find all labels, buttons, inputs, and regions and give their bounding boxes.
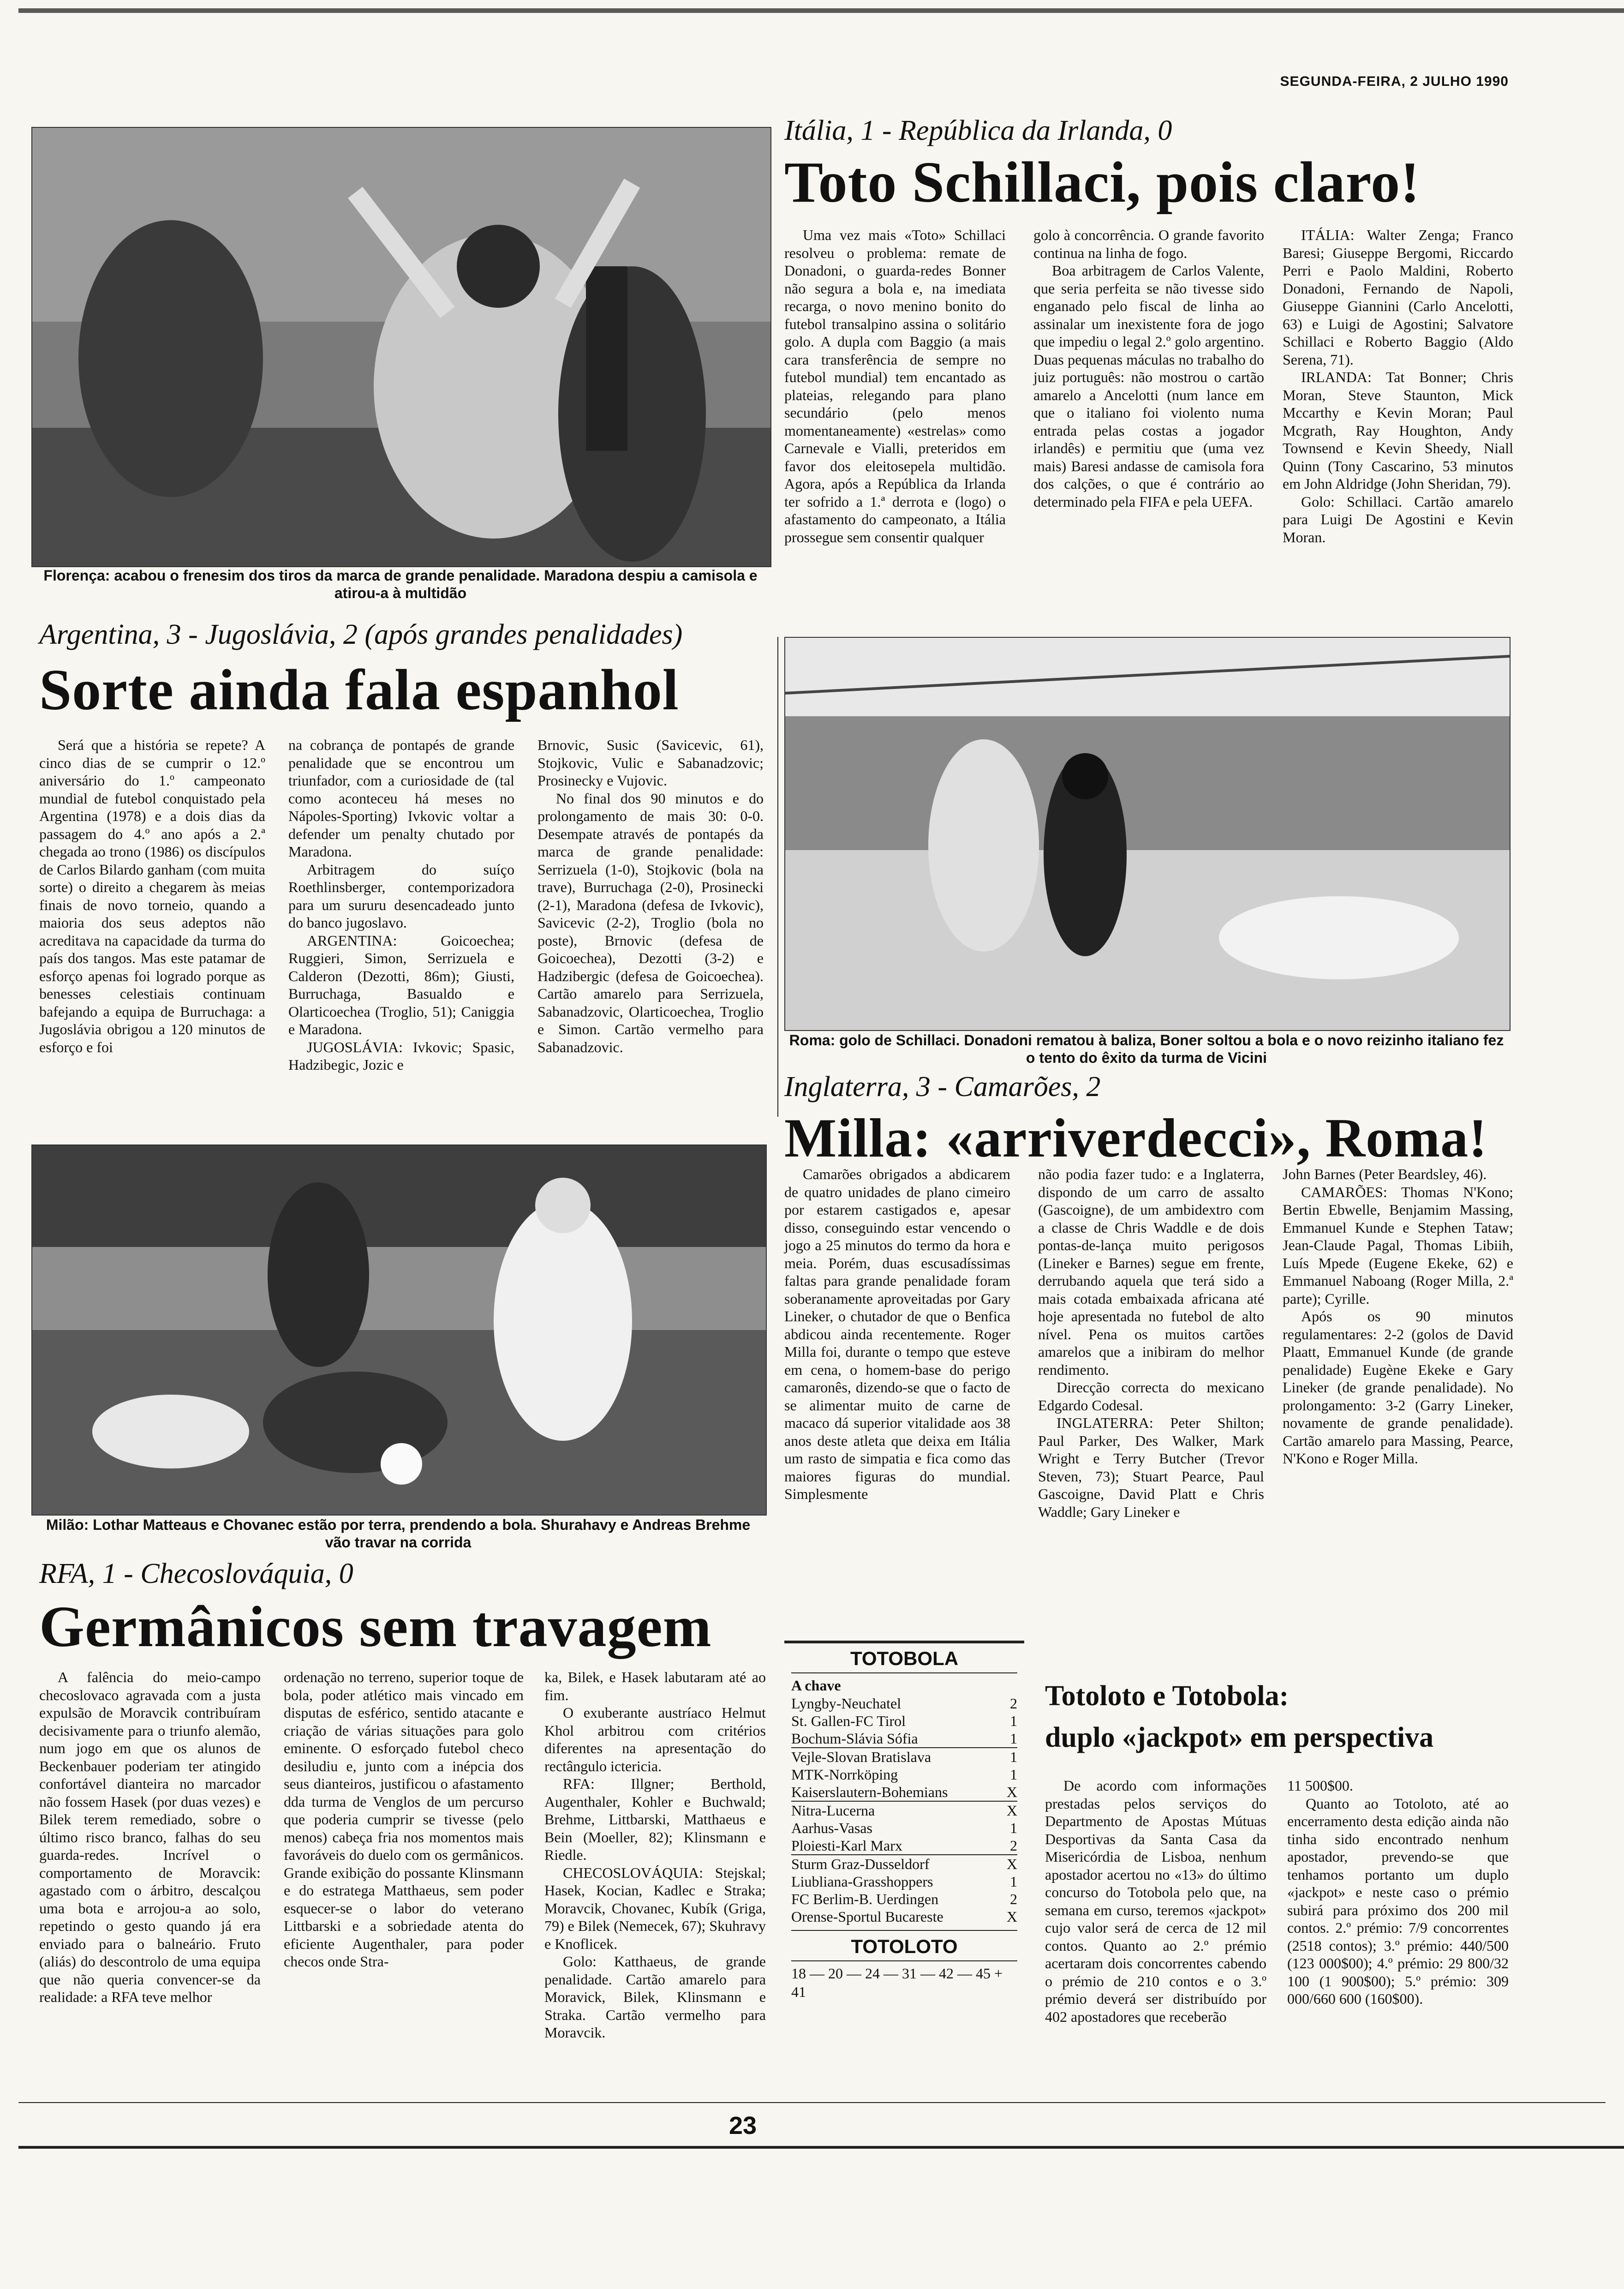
article-inglaterra-text2b: Direcção correcta do mexicano Edgardo Codesal. <box>1038 1379 1264 1414</box>
jackpot-headline-2: duplo «jackpot» em perspectiva <box>1045 1722 1434 1753</box>
totobola-mark: 1 <box>1010 1766 1017 1783</box>
totobola-match: Orense-Sportul Bucareste <box>791 1908 943 1925</box>
totoloto-numbers: 18 — 20 — 24 — 31 — 42 — 45 + 41 <box>791 1965 1003 2000</box>
totobola-mark: X <box>1006 1908 1017 1925</box>
totoloto-title-rule <box>791 1960 1017 1961</box>
totobola-mark: 1 <box>1010 1713 1017 1729</box>
totobola-match: Ploiesti-Karl Marx <box>791 1837 902 1854</box>
article-inglaterra-lineup-england: INGLATERRA: Peter Shilton; Paul Parker, Des Walker, Mark Wright e Terry Butcher (Trevor Steven, 73); Stuart Pearce, Paul Gascoigne, David Platt e Chris Waddle; Gary Lineker e <box>1038 1414 1264 1520</box>
totobola-title: TOTOBOLA <box>850 1648 959 1669</box>
article-argentina-col3 <box>537 736 764 1056</box>
article-rfa-lineup-rfa: RFA: Illgner; Berthold, Augenthaler, Kohler e Buchwald; Brehme, Littbarski, Matthaeus e Bein (Moeller, 82); Klinsmann e Riedle. <box>544 1775 766 1863</box>
totobola-match: St. Gallen-FC Tirol <box>791 1713 906 1729</box>
totobola-match: Sturm Graz-Dusseldorf <box>791 1856 930 1872</box>
photo-milan-caption: Milão: Lothar Matteaus e Chovanec estão por terra, prendendo a bola. Shurahavy e Andreas Brehme vão travar na corrida <box>46 1516 751 1551</box>
totobola-match: Nitra-Lucerna <box>791 1802 875 1819</box>
article-inglaterra-col2 <box>1038 1165 1264 1521</box>
jackpot-col1 <box>1045 1777 1266 2025</box>
totobola-row <box>791 1908 1017 1925</box>
photo-milan <box>31 1144 767 1516</box>
totobola-mark: X <box>1006 1856 1017 1872</box>
article-italia-lineup-italy: ITÁLIA: Walter Zenga; Franco Baresi; Giuseppe Bergomi, Riccardo Perri e Paolo Maldini, Roberto Donadoni, Fernando de Napoli, Giuseppe Giannini (Carlo Ancelotti, 63) e Luigi de Agostini; Salvatore Schillaci e Roberto Baggio (Aldo Serena, 71). <box>1283 227 1513 368</box>
jackpot-text2b: Quanto ao Totoloto, até ao encerramento desta edição ainda não tinha sido encontrado nenhum apostador, prevendo-se que tenhamos portanto um duplo «jackpot» e neste caso o prémio subirá para próximo dos 200 mil contos. 2.º prémio: 7/9 concorrentes (2518 contos); 3.º prémio: 440/500 (123 000$00); 4.º prémio: 29 800/32 100 (1 900$00); 5.º prémio: 309 000/660 600 (160$00). <box>1287 1795 1509 2007</box>
totobola-row <box>791 1837 1017 1854</box>
article-italia-kicker: Itália, 1 - República da Irlanda, 0 <box>784 115 1172 146</box>
totobola-title-rule <box>791 1672 1017 1673</box>
totobola-box <box>791 1648 1017 2001</box>
article-argentina-lineup-yugoslavia: JUGOSLÁVIA: Ivkovic; Spasic, Hadzibegic, Jozic e <box>288 1038 514 1073</box>
article-inglaterra-kicker: Inglaterra, 3 - Camarões, 2 <box>784 1071 1101 1103</box>
bottom-rule <box>18 2102 1606 2103</box>
totoloto-rule <box>791 1930 1017 1931</box>
article-rfa-col2 <box>284 1668 524 1971</box>
jackpot-text2a: 11 500$00. <box>1287 1777 1353 1794</box>
totobola-row <box>791 1730 1017 1747</box>
totobola-mark: 2 <box>1010 1695 1017 1712</box>
article-rfa-text2: ordenação no terreno, superior toque de bola, poder atlético mais vincado em disputas de esférico, sentido atacante e criação de várias situações para golo eminente. O esforçado futebol checo desiludiu e, junto com a inépcia dos seus dianteiros, justificou o afastamento dda turma de Venglos de um percurso que poderia cumprir se tivesse (pelo menos) cabeça fria nos momentos mais favoráveis do duelo com os germânicos. Grande exibição do possante Klinsmann e do estratega Matthaeus, sem poder esquecer-se o labor do veterano Littbarski e a sobriedade atenta do eficiente Augenthaler, para poder checos onde Stra- <box>284 1669 524 1970</box>
totobola-mark: 2 <box>1010 1891 1017 1907</box>
top-border <box>18 8 1624 13</box>
article-argentina-text3b: No final dos 90 minutos e do prolongamento de mais 30: 0-0. Desempate através de pontapés da marca de grande penalidade: Serrizuela (1-0), Stojkovic (bola na trave), Burruchaga (2-0), Prosinecki (2-1), Maradona (defesa de Ivkovic), Savicevic (2-2), Troglio (bola no poste), Brnovic (defesa de Goicoechea), Dezotti (3-2) e Hadzibergic (defesa de Goicoechea). Cartão amarelo para Serrizuela, Sabanadzovic, Olarticoechea, Troglio e Simon. Cartão vermelho para Sabanadzovic. <box>537 790 764 1055</box>
article-rfa-text1: A falência do meio-campo checoslovaco agravada com a justa expulsão de Moravcik contribuíram decisivamente para o triunfo alemão, num jogo em que os alunos de Beckenbauer poderiam ter atingido confortável dianteira no marcador não fossem Hasek (por duas vezes) e Bilek terem remediado, sobre o último risco branco, falhas do seu guarda-redes. Incrível o comportamento de Moravcik: agastado com o árbitro, descalçou uma bota e arrojou-a ao solo, repetindo o gesto quando já era enviado para o balneário. Fruto (aliás) do descontrolo de uma equipa que não queria convencer-se da realidade: a RFA teve melhor <box>39 1669 261 2005</box>
article-argentina-text3a: Brnovic, Susic (Savicevic, 61), Stojkovic, Vulic e Sabanadzovic; Prosinecky e Vujovic. <box>537 737 764 789</box>
totobola-match: Lyngby-Neuchatel <box>791 1695 902 1712</box>
totobola-row <box>791 1712 1017 1730</box>
totobola-row <box>791 1747 1017 1766</box>
article-inglaterra-col3 <box>1283 1165 1513 1468</box>
totobola-match: Bochum-Slávia Sófia <box>791 1730 918 1747</box>
totobola-mark: 1 <box>1010 1873 1017 1890</box>
article-rfa-text3b: O exuberante austríaco Helmut Khol arbitrou com critérios diferentes na apresentação do rectângulo ictericia. <box>544 1704 766 1774</box>
photo-rome-caption: Roma: golo de Schillaci. Donadoni rematou à baliza, Boner soltou a bola e o novo reizinho italiano fez o tento do êxito da turma de Vicini <box>789 1032 1504 1066</box>
article-argentina-text2a: na cobrança de pontapés de grande penalidade que se encontrou um triunfador, com a curiosidade de (tal como aconteceu há meses no Nápoles-Sporting) Ivkovic voltar a defender um penalty chutado por Maradona. <box>288 737 514 860</box>
jackpot-text1: De acordo com informações prestadas pelos serviços do Departmento de Apostas Mútuas Desportivas da Santa Casa da Misericórdia de Lisboa, nenhum apostador acertou no «13» do último concurso do Totobola pelo que, na semana em curso, teremos «jackpot» cujo valor será de cerca de 12 mil contos. Quanto ao 2.º prémio acertaram dois concorrentes cabendo o prémio de 210 contos e o 3.º prémio deverá ser distribuído por 402 apostadores que receberão <box>1045 1777 1266 2025</box>
article-rfa-text3a: ka, Bilek, e Hasek labutaram até ao fim. <box>544 1669 766 1703</box>
totobola-results-list <box>791 1695 1017 1925</box>
totobola-row <box>791 1783 1017 1801</box>
article-italia-text1: Uma vez mais «Toto» Schillaci resolveu o problema: remate de Donadoni, o guarda-redes Bonner não segura a bola e, na imediata recarga, o novo menino bonito do futebol transalpino assina o solitário golo. A dupla com Baggio (a mais cara transferência de sempre no futebol mundial) tem encantado as plateias, relegando para plano secundário (pelo menos momentaneamente) «estrelas» como Carnevale e Vialli, preteridos em favor dos eleitosepela multidão. Agora, após a República da Irlanda ter sofrido a 1.ª derrota e (logo) o afastamento do campeonato, a Itália prossegue sem consentir qualquer <box>784 227 1006 545</box>
totobola-match: Aarhus-Vasas <box>791 1820 872 1836</box>
article-argentina-text2b: Arbitragem do suíço Roethlinsberger, contemporizadora para um sururu desencadeado junto do banco jugoslavo. <box>288 861 514 931</box>
totobola-subtitle: A chave <box>791 1677 841 1694</box>
totobola-match: FC Berlim-B. Uerdingen <box>791 1891 939 1907</box>
totobola-row <box>791 1695 1017 1712</box>
totobola-row <box>791 1854 1017 1873</box>
totobola-mark: 2 <box>1010 1837 1017 1854</box>
article-italia-col2 <box>1033 226 1264 510</box>
article-argentina-kicker: Argentina, 3 - Jugoslávia, 2 (após grandes penalidades) <box>39 619 683 650</box>
page-bottom-rule <box>18 2146 1624 2149</box>
article-italia-text2a: golo à concorrência. O grande favorito continua na linha de fogo. <box>1033 227 1264 261</box>
totobola-mark: 1 <box>1010 1820 1017 1836</box>
totobola-row <box>791 1766 1017 1783</box>
totobola-row <box>791 1819 1017 1837</box>
photo-rome <box>784 637 1511 1031</box>
article-argentina-col2 <box>288 736 514 1074</box>
totobola-match: Liubliana-Grasshoppers <box>791 1873 933 1890</box>
article-inglaterra-col1 <box>784 1165 1010 1503</box>
article-italia-headline: Toto Schillaci, pois claro! <box>784 150 1421 215</box>
jackpot-headline-1: Totoloto e Totobola: <box>1045 1680 1289 1712</box>
totobola-row <box>791 1890 1017 1908</box>
totobola-match: Kaiserslautern-Bohemians <box>791 1784 948 1800</box>
article-inglaterra-headline: Milla: «arriverdecci», Roma! <box>784 1107 1488 1168</box>
totobola-row <box>791 1801 1017 1819</box>
totobola-match: MTK-Norrköping <box>791 1766 898 1783</box>
article-inglaterra-text1: Camarões obrigados a abdicarem de quatro unidades de plano cimeiro por estarem castigados e, apesar disso, conseguindo estar vencendo o jogo a 25 minutos do termo da hora e meia. Porém, duas escusadíssimas faltas para grande penalidade foram soberanamente aproveitadas por Gary Lineker, o chutador de que o Benfica abdicou ainda recentemente. Roger Milla foi, durante o tempo que esteve em cena, o homem-base do perigo camaronês, dizendo-se que o facto de se alimentar muito de carne de macaco dá superior vitalidade aos 38 anos deste atleta que deixa em Itália um rasto de simpatia e fica como das maiores figuras do mundial. Simplesmente <box>784 1166 1010 1502</box>
article-rfa-col1 <box>39 1668 261 2006</box>
article-inglaterra-lineup-cameroon: CAMARÕES: Thomas N'Kono; Bertin Ebwelle, Benjamim Massing, Emmanuel Kunde e Stephen Tataw; Jean-Claude Pagal, Thomas Libiih, Luís Mpede (Eugene Ekeke, 62) e Emmanuel Naboang (Roger Milla, 2.ª parte); Cyrille. <box>1283 1183 1513 1307</box>
article-inglaterra-text2a: não podia fazer tudo: e a Inglaterra, dispondo de um carro de assalto (Gascoigne), de um ambidextro com a classe de Chris Waddle e de dois pontas-de-lança muito perigosos (Lineker e Barnes) segue em frente, derrubando aquela que terá sido a mais cotada embaixada africana até hoje apresentada no futebol de alto nível. Pena os muitos cartões amarelos que a inibiram do melhor rendimento. <box>1038 1166 1264 1378</box>
photo-florence-caption: Florença: acabou o frenesim dos tiros da marca de grande penalidade. Maradona despiu a camisola e atirou-a à multidão <box>43 567 758 601</box>
totoloto-title: TOTOLOTO <box>851 1935 958 1957</box>
article-italia-text2b: Boa arbitragem de Carlos Valente, que seria perfeita se não tivesse sido enganado pelo fiscal de linha ao assinalar um inexistente fora de jogo que impediu o legal 2.º golo argentino. Duas pequenas máculas no trabalho do juiz português: não mostrou o cartão amarelo a Ancelotti (num lance em que o italiano foi violento numa entrada pelas costas a jogador irlandês) e permitiu que (uma vez mais) Baresi andasse de camisola fora dos calções, o que é contrário ao determinado pela FIFA e pela UEFA. <box>1033 262 1264 510</box>
totobola-row <box>791 1873 1017 1890</box>
article-italia-goal: Golo: Schillaci. Cartão amarelo para Luigi De Agostini e Kevin Moran. <box>1283 493 1513 545</box>
article-argentina-text1: Será que a história se repete? A cinco dias de se cumprir o 12.º aniversário do 1.º campeonato mundial de futebol conquistado pela Argentina (1978) e a dois dias da passagem do 4.º ano após a 2.ª chegada ao trono (1986) os discípulos de Carlos Bilardo ganham (com muita sorte) o direito a chegarem às meias finais de novo torneio, quando a maioria dos seus adeptos não acreditava na capacidade da turma do país dos tangos. Mas este patamar de esforço apenas foi logrado porque as benesses celestiais continuam bafejando a equipa de Burruchaga: a Jugoslávia obrigou a 120 minutos de esforço e foi <box>39 737 265 1055</box>
page-number: 23 <box>729 2112 757 2139</box>
article-rfa-col3 <box>544 1668 766 2042</box>
article-argentina-headline: Sorte ainda fala espanhol <box>39 658 679 722</box>
article-italia-col1 <box>784 226 1006 546</box>
totobola-match: Vejle-Slovan Bratislava <box>791 1749 931 1765</box>
article-argentina-col1 <box>39 736 265 1056</box>
totobola-top-rule <box>784 1641 1024 1643</box>
article-italia-lineup-ireland: IRLANDA: Tat Bonner; Chris Moran, Steve Staunton, Mick Mccarthy e Kevin Moran; Paul Mcgrath, Ray Houghton, Andy Townsend e Kevin Sheedy, Niall Quinn (Tony Cascarino, 53 minutos em John Aldridge (John Sheridan, 79). <box>1283 369 1513 492</box>
totobola-mark: 1 <box>1010 1730 1017 1747</box>
article-inglaterra-result: Após os 90 minutos regulamentares: 2-2 (golos de David Plaatt, Emmanuel Kunde (de grande penalidade) Eugène Ekeke e Gary Lineker (de grande penalidade). No prolongamento: 3-2 (Garry Lineker, novamente de grande penalidade). Cartão amarelo para Massing, Pearce, N'Kono e Roger Milla. <box>1283 1308 1513 1467</box>
article-rfa-kicker: RFA, 1 - Checoslováquia, 0 <box>39 1558 353 1589</box>
article-argentina-lineup-argentina: ARGENTINA: Goicoechea; Ruggieri, Simon, Serrizuela e Calderon (Dezotti, 86m); Giusti, Burruchaga, Basualdo e Olarticoechea (Troglio, 51); Caniggia e Maradona. <box>288 932 514 1037</box>
article-rfa-lineup-czech: CHECOSLOVÁQUIA: Stejskal; Hasek, Kocian, Kadlec e Straka; Moravcik, Chovanec, Kubík (Griga, 79) e Bilek (Nemecek, 67); Skuhravy e Knoflicek. <box>544 1864 766 1952</box>
totobola-mark: 1 <box>1010 1749 1017 1765</box>
column-rule <box>777 637 778 1117</box>
photo-florence <box>31 127 771 567</box>
page-date: SEGUNDA-FEIRA, 2 JULHO 1990 <box>1280 74 1509 89</box>
jackpot-col2 <box>1287 1777 1509 2008</box>
totobola-mark: X <box>1006 1784 1017 1800</box>
article-italia-col3 <box>1283 226 1513 546</box>
article-rfa-headline: Germânicos sem travagem <box>39 1595 712 1659</box>
totobola-mark: X <box>1006 1802 1017 1819</box>
article-inglaterra-text3a: John Barnes (Peter Beardsley, 46). <box>1283 1166 1487 1182</box>
article-rfa-goal: Golo: Katthaeus, de grande penalidade. Cartão amarelo para Moravick, Bilek, Klinsmann e Straka. Cartão vermelho para Moravcik. <box>544 1953 766 2041</box>
